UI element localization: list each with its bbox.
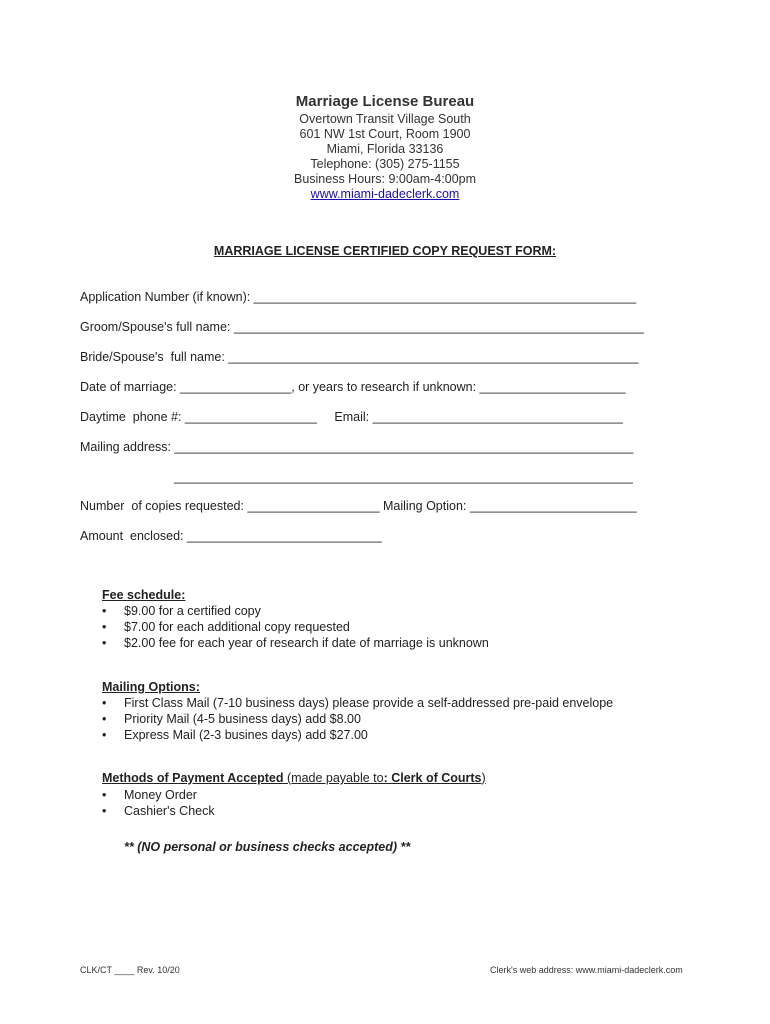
list-item: • $7.00 for each additional copy requested: [102, 620, 350, 634]
payment-methods-list: [102, 787, 215, 819]
no-personal-checks-note: ** (NO personal or business checks accepted) **: [124, 840, 411, 854]
mailing-options-list: [102, 695, 613, 743]
list-item: • Express Mail (2-3 busines days) add $27.00: [102, 728, 368, 742]
fee-schedule-list: [102, 603, 489, 651]
copies-mailing-option-field[interactable]: Number of copies requested: ___________________ Mailing Option: ________________________: [80, 499, 637, 513]
list-item: • $2.00 fee for each year of research if date of marriage is unknown: [102, 636, 489, 650]
bullet-icon: •: [102, 604, 107, 618]
mailing-address-line-2[interactable]: __________________________________________________________________: [174, 470, 633, 484]
fee-schedule-title: Fee schedule:: [102, 588, 186, 602]
bullet-icon: •: [102, 728, 107, 742]
form-title: MARRIAGE LICENSE CERTIFIED COPY REQUEST FORM:: [213, 244, 557, 258]
list-item: • First Class Mail (7-10 business days) please provide a self-addressed pre-paid envelope: [102, 696, 614, 710]
footer-revision: CLK/CT ____ Rev. 10/20: [80, 965, 180, 975]
address-line-1: Overtown Transit Village South: [299, 112, 471, 126]
address-line-3: Miami, Florida 33136: [326, 142, 444, 156]
business-hours-line: Business Hours: 9:00am-4:00pm: [293, 172, 477, 186]
footer-web-address: Clerk's web address: www.miami-dadeclerk.com: [490, 965, 683, 975]
groom-name-field[interactable]: Groom/Spouse's full name: ___________________________________________________________: [80, 320, 645, 334]
payment-methods-title: Methods of Payment Accepted (made payable to: Clerk of Courts): [102, 771, 486, 785]
bullet-icon: •: [102, 804, 107, 818]
bureau-title: Marriage License Bureau: [295, 93, 475, 110]
list-item: • Cashier's Check: [102, 804, 215, 818]
address-line-2: 601 NW 1st Court, Room 1900: [299, 127, 471, 141]
bullet-icon: •: [102, 712, 107, 726]
bullet-icon: •: [102, 696, 107, 710]
amount-enclosed-field[interactable]: Amount enclosed: ____________________________: [80, 529, 382, 543]
phone-email-field[interactable]: Daytime phone #: ___________________ Email: ____________________________________: [80, 410, 623, 424]
list-item: • Money Order: [102, 788, 197, 802]
website-link[interactable]: www.miami-dadeclerk.com: [310, 187, 460, 201]
mailing-address-field[interactable]: Mailing address: __________________________________________________________________: [80, 440, 634, 454]
date-of-marriage-field[interactable]: Date of marriage: ________________, or years to research if unknown: _____________________: [80, 380, 626, 394]
telephone-line: Telephone: (305) 275-1155: [310, 157, 460, 171]
bullet-icon: •: [102, 788, 107, 802]
bullet-icon: •: [102, 636, 107, 650]
bullet-icon: •: [102, 620, 107, 634]
list-item: • $9.00 for a certified copy: [102, 604, 261, 618]
website-line: [0, 187, 770, 201]
list-item: • Priority Mail (4-5 business days) add $8.00: [102, 712, 361, 726]
application-number-field[interactable]: Application Number (if known): _______________________________________________________: [80, 290, 637, 304]
bride-name-field[interactable]: Bride/Spouse's full name: ___________________________________________________________: [80, 350, 639, 364]
mailing-options-title: Mailing Options:: [102, 680, 200, 694]
